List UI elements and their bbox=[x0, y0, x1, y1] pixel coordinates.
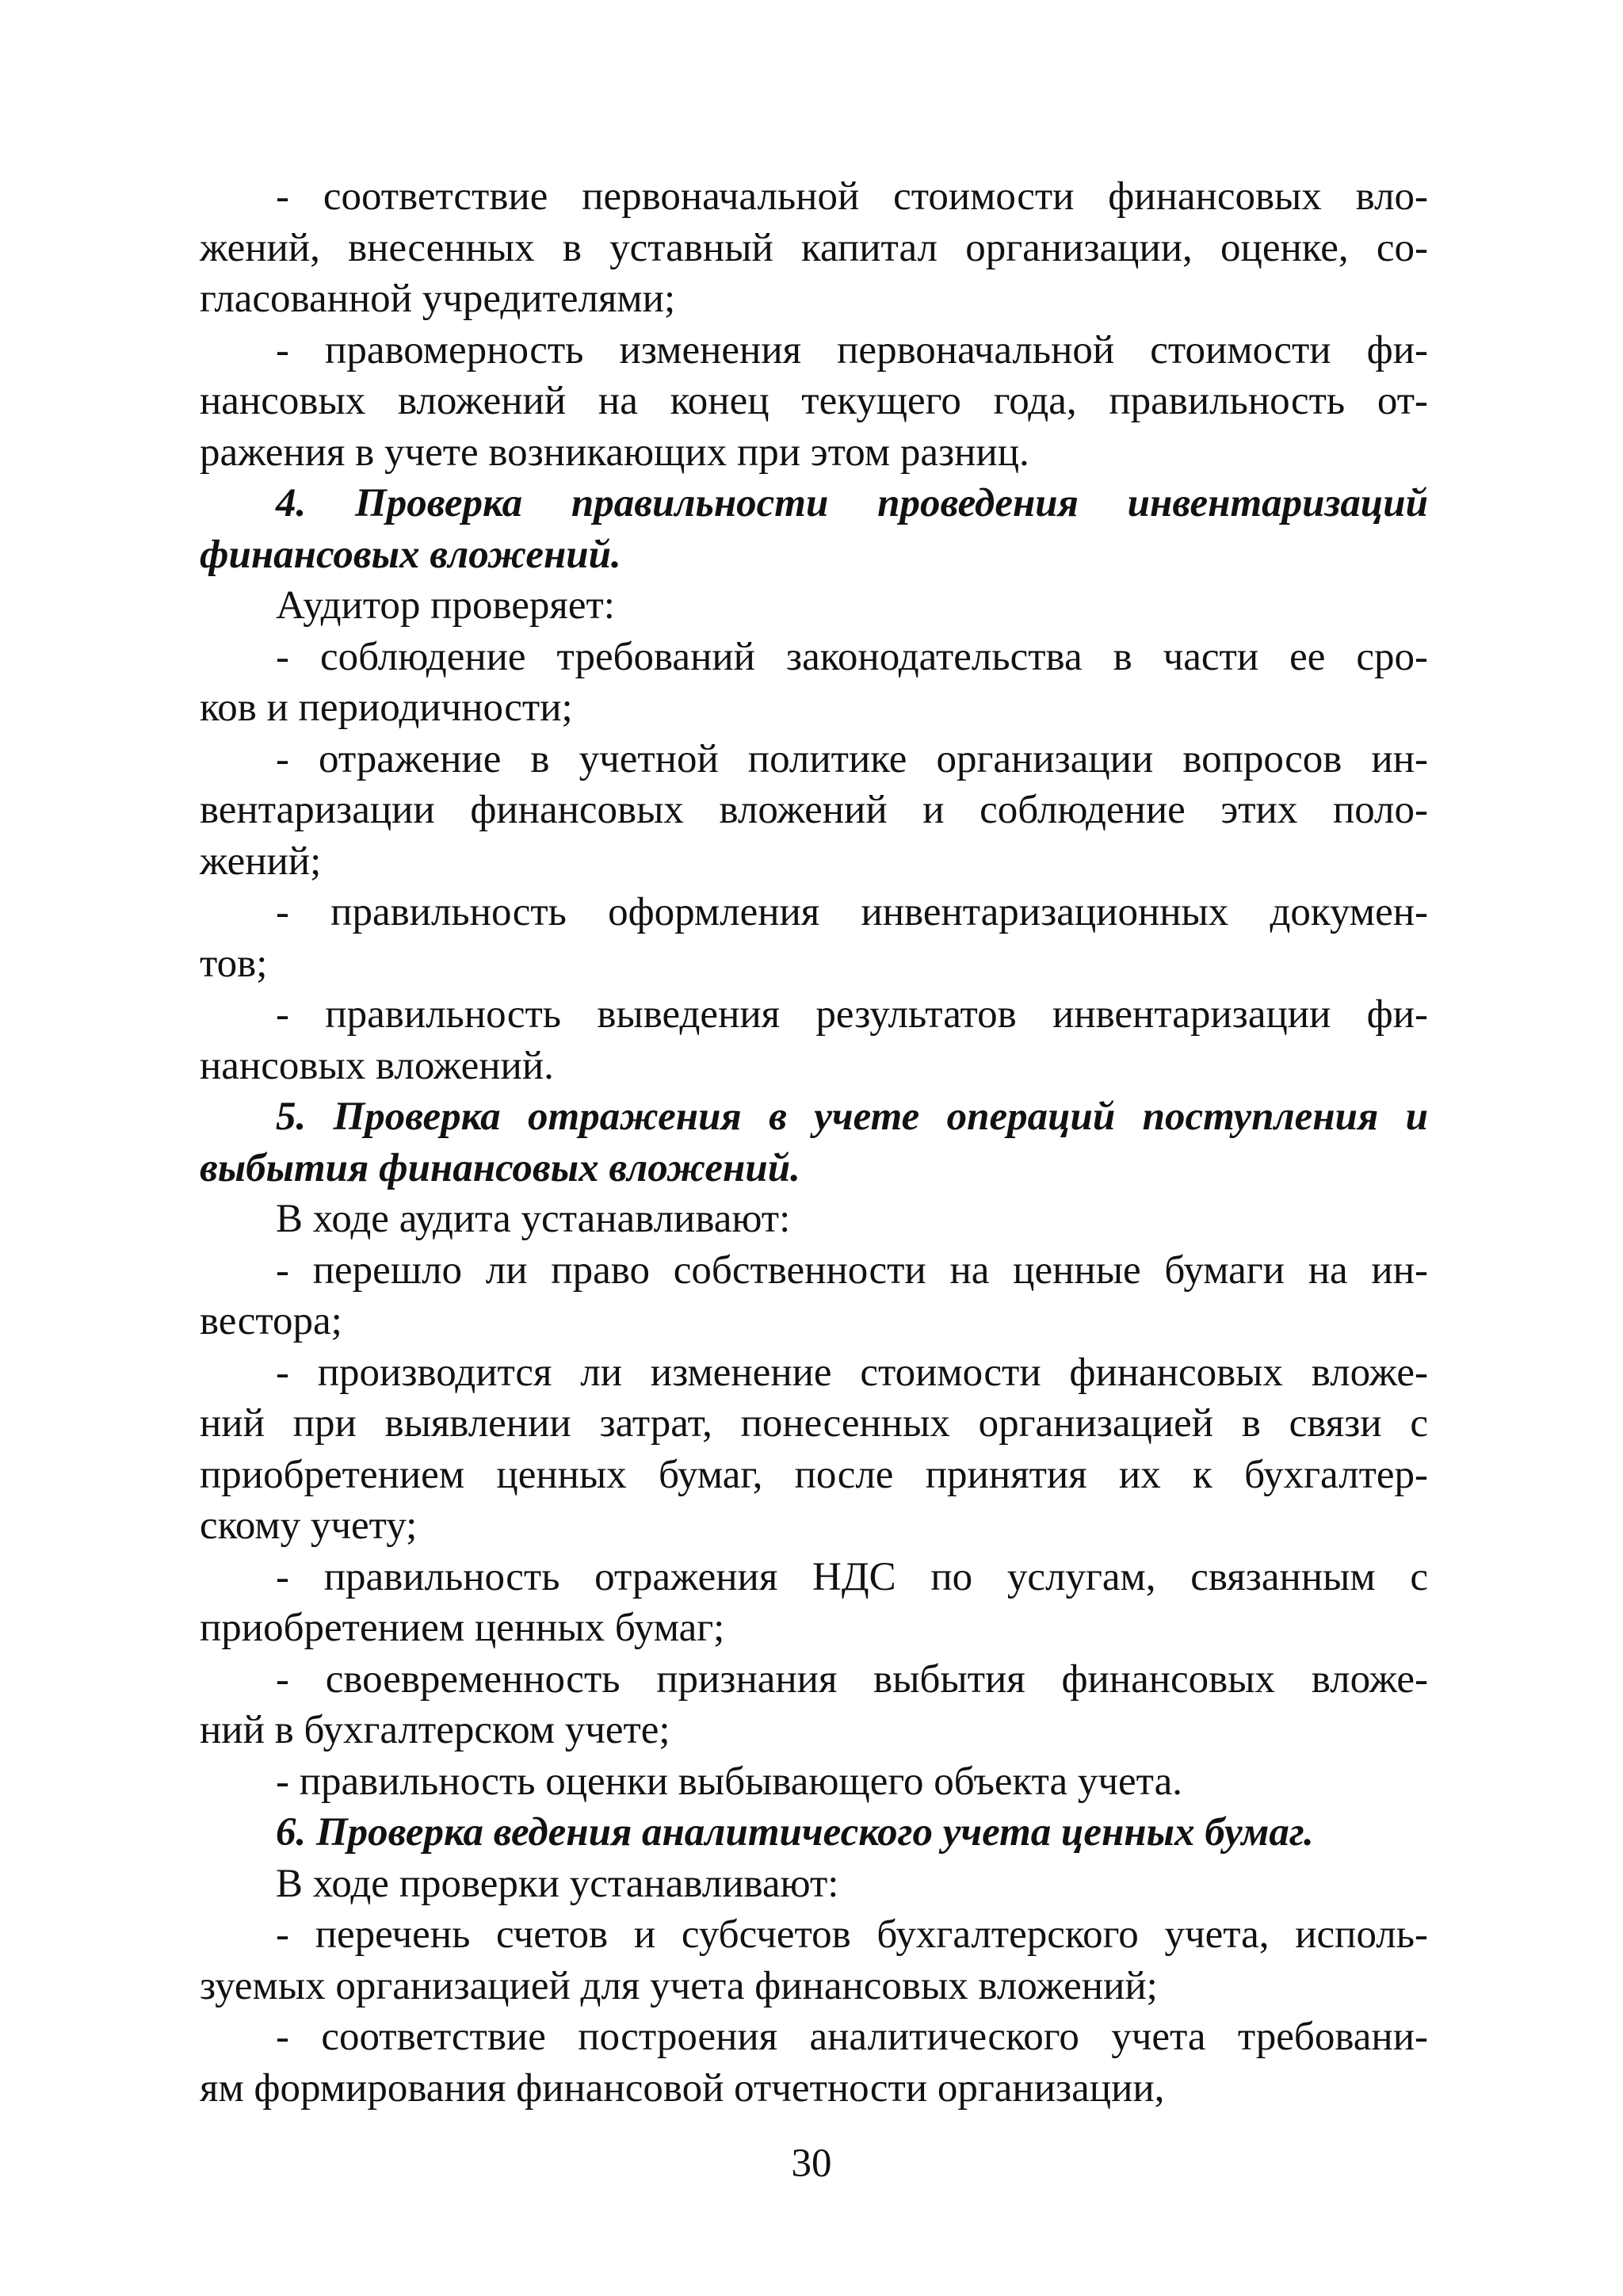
text-line: - правильность выведения результатов инвентаризации фи- bbox=[276, 992, 1428, 1037]
page-number: 30 bbox=[791, 2141, 832, 2186]
section-heading-line: финансовых вложений. bbox=[200, 532, 621, 577]
text-line: жений; bbox=[200, 839, 322, 884]
text-line: зуемых организацией для учета финансовых вложений; bbox=[200, 1963, 1158, 2008]
text-line: ражения в учете возникающих при этом разниц. bbox=[200, 430, 1029, 475]
text-line: - отражение в учетной политике организации вопросов ин- bbox=[276, 736, 1428, 781]
text-line: В ходе проверки устанавливают: bbox=[276, 1861, 839, 1906]
text-line: - правильность отражения НДС по услугам, связанным с bbox=[276, 1554, 1428, 1599]
text-line: нансовых вложений на конец текущего года, правильность от- bbox=[200, 379, 1428, 423]
text-line: тов; bbox=[200, 941, 268, 986]
text-line: вестора; bbox=[200, 1299, 342, 1343]
text-line: приобретением ценных бумаг, после принятия их к бухгалтер- bbox=[200, 1452, 1428, 1497]
text-line: - соблюдение требований законодательства в части ее сро- bbox=[276, 634, 1428, 679]
text-line: ям формирования финансовой отчетности организации, bbox=[200, 2065, 1165, 2111]
text-line: - соответствие первоначальной стоимости финансовых вло- bbox=[276, 174, 1428, 219]
text-line: - перешло ли право собственности на ценные бумаги на ин- bbox=[276, 1247, 1428, 1293]
text-line: скому учету; bbox=[200, 1503, 418, 1548]
text-line: нансовых вложений. bbox=[200, 1043, 554, 1088]
text-line: - производится ли изменение стоимости финансовых вложе- bbox=[276, 1350, 1428, 1395]
text-line: - правильность оценки выбывающего объекта учета. bbox=[276, 1759, 1182, 1804]
text-line: - своевременность признания выбытия финансовых вложе- bbox=[276, 1656, 1428, 1702]
section-heading-line: 6. Проверка ведения аналитического учета ценных бумаг. bbox=[276, 1810, 1314, 1855]
text-line: вентаризации финансовых вложений и соблюдение этих поло- bbox=[200, 788, 1428, 832]
text-line: - перечень счетов и субсчетов бухгалтерского учета, исполь- bbox=[276, 1912, 1428, 1957]
text-line: - правильность оформления инвентаризационных докумен- bbox=[276, 890, 1428, 934]
section-heading-line: 5. Проверка отражения в учете операций поступления и bbox=[276, 1095, 1428, 1139]
text-line: жений, внесенных в уставный капитал организации, оценке, со- bbox=[200, 225, 1428, 270]
section-heading-line: выбытия финансовых вложений. bbox=[200, 1145, 800, 1190]
text-line: ний при выявлении затрат, понесенных организацией в связи с bbox=[200, 1401, 1428, 1446]
section-heading-line: 4. Проверка правильности проведения инвентаризаций bbox=[276, 481, 1428, 525]
page-body bbox=[200, 171, 1428, 2114]
text-line: ний в бухгалтерском учете; bbox=[200, 1708, 670, 1752]
text-line: - соответствие построения аналитического учета требовани- bbox=[276, 2015, 1428, 2059]
text-line: - правомерность изменения первоначальной стоимости фи- bbox=[276, 327, 1428, 372]
text-line: ков и периодичности; bbox=[200, 686, 573, 730]
text-line: приобретением ценных бумаг; bbox=[200, 1606, 725, 1650]
text-line: Аудитор проверяет: bbox=[276, 583, 615, 628]
text-line: В ходе аудита устанавливают: bbox=[276, 1197, 791, 1241]
text-line: гласованной учредителями; bbox=[200, 277, 676, 321]
